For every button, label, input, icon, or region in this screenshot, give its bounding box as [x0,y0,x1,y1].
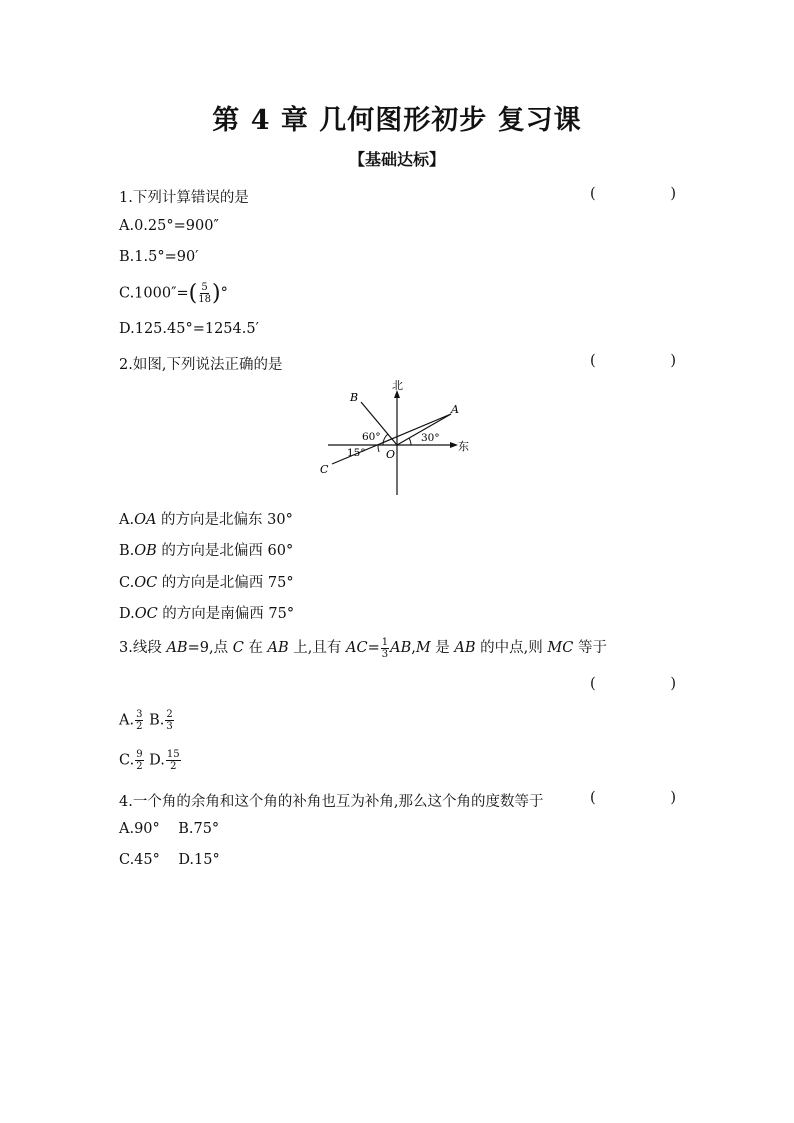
ray-name: OC [134,606,158,622]
point-c-label: C [320,463,329,476]
option-letter: B. [144,712,165,729]
paren-right: ) [670,676,676,692]
segment-ab: AB [267,640,289,656]
q4-options-cd: C.45° D.15° [119,852,220,868]
option-letter: A. [119,712,135,729]
ray-name: OC [134,575,158,591]
q2-option-b [119,539,293,560]
option-fraction [166,749,181,772]
section-heading: 【基础达标】 [348,150,445,169]
fraction-denominator: 2 [136,721,143,732]
option-text: 的方向是南偏西 75° [157,606,295,622]
compass-direction-figure [310,378,480,498]
paren-right: ) [670,353,676,369]
angle-15-label: 15° [347,447,366,459]
q4-answer-blank [590,790,676,806]
angle-arc-60 [383,434,388,445]
fraction-numerator: 1 [381,636,389,648]
paren-left: ( [590,353,596,369]
fraction-numerator: 15 [166,749,180,760]
option-letter: D. [144,752,165,769]
east-label: 东 [458,440,469,453]
fraction-numerator: 5 [201,282,208,293]
q3-options-ab [119,709,175,732]
page-title: 第 4 章 几何图形初步 复习课 [212,105,582,136]
fraction-denominator: 2 [170,761,177,772]
paren-close-glyph: ) [211,281,221,306]
segment-ab: AB [454,640,476,656]
q1-option-a: A.0.25°=900″ [119,218,219,234]
option-letter: D. [119,606,135,622]
fraction-denominator: 2 [136,761,143,772]
q3-text: 是 [430,640,455,656]
fraction-numerator: 9 [136,749,143,760]
option-letter: C. [119,752,135,769]
option-fraction [135,749,143,772]
q3-text: 在 [243,640,268,656]
point-c: C [232,640,244,656]
option-letter: C. [119,575,135,591]
q2-stem: 2.如图,下列说法正确的是 [119,357,283,373]
segment-ac: AC [345,640,368,656]
q3-text: , [411,640,416,656]
point-m: M [415,640,431,656]
q2-option-c [119,571,294,592]
q3-text: 上,且有 [288,640,346,656]
q3-text: 的中点,则 [475,640,548,656]
q2-answer-blank [590,353,676,369]
option-letter: A. [119,512,135,528]
q3-options-cd [119,749,182,772]
paren-left: ( [590,676,596,692]
option-text: 的方向是北偏西 60° [156,543,294,559]
ray-name: OA [134,512,157,528]
fraction-denominator: 3 [381,648,389,660]
option-fraction [135,709,143,732]
origin-o-label: O [386,448,396,461]
paren-left: ( [590,186,596,202]
segment-ab: AB [390,640,412,656]
option-fraction [165,709,173,732]
q3-text: =9,点 [187,640,233,656]
q2-option-a [119,508,293,529]
q2-option-d [119,602,294,623]
q1-c-fraction [198,282,211,305]
angle-arc-30 [409,438,411,445]
q1-c-prefix: C.1000″= [119,285,189,302]
east-arrowhead [450,442,458,448]
q3-stem [119,636,607,660]
q1-option-c [119,281,228,306]
angle-60-label: 60° [362,431,381,443]
north-label: 北 [392,379,403,392]
angle-30-label: 30° [421,432,440,444]
fraction-numerator: 2 [166,709,173,720]
q3-text: 等于 [573,640,607,656]
segment-ab: AB [166,640,188,656]
q3-answer-blank [590,676,676,692]
option-letter: B. [119,543,135,559]
q4-stem: 4.一个角的余角和这个角的补角也互为补角,那么这个角的度数等于 [119,794,544,810]
segment-mc: MC [547,640,574,656]
q1-option-d: D.125.45°=1254.5′ [119,321,259,337]
paren-right: ) [670,790,676,806]
fraction-denominator: 3 [166,721,173,732]
ray-name: OB [134,543,157,559]
point-b-label: B [350,391,359,404]
paren-left: ( [590,790,596,806]
paren-right: ) [670,186,676,202]
q1-stem: 1.下列计算错误的是 [119,190,249,206]
q3-fraction [381,637,389,660]
fraction-denominator: 18 [198,294,211,305]
q4-options-ab: A.90° B.75° [119,821,220,837]
q3-text: 3.线段 [119,640,167,656]
q1-answer-blank [590,186,676,202]
paren-open-glyph: ( [188,281,198,306]
option-text: 的方向是北偏东 30° [156,512,293,528]
option-text: 的方向是北偏西 75° [157,575,294,591]
fraction-numerator: 3 [136,709,143,720]
q1-option-b: B.1.5°=90′ [119,249,199,265]
point-a-label: A [451,403,459,416]
q3-text: = [367,640,380,656]
angle-arc-15 [378,445,379,452]
q1-c-suffix: ° [220,285,228,302]
